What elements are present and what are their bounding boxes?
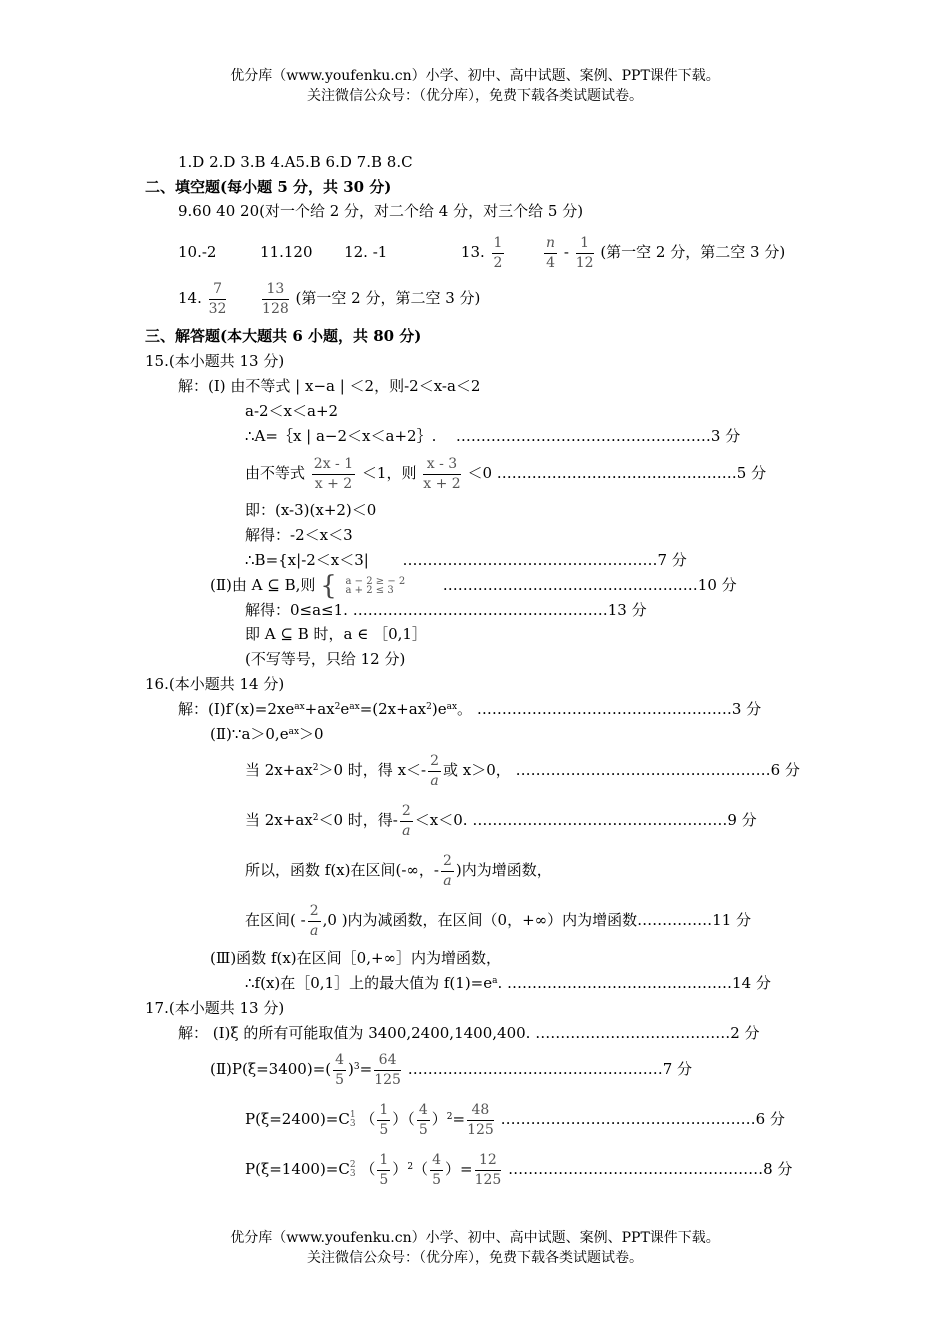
footer-line-2: 关注微信公众号：（优分库），免费下载各类试题试卷。 [307,1250,643,1266]
fraction-q15b: $\frac{x - 3}{x + 2}$ [423,455,461,492]
q15-step4-points: …………………………………………5 分 [496,464,767,482]
fraction-4-5: $\frac{4}{5}$ [335,1051,345,1088]
section2-title: 二、填空题(每小题 5 分，共 30 分) [145,178,392,196]
q16-step8: ∴f(x)在［0,1］上的最大值为 $f(1)=e^a$. ………………………………………14 分 [245,974,771,992]
q14-note: (第一空 2 分，第二空 3 分) [295,289,481,307]
q15-step2: a-2＜x＜a+2 [245,402,339,420]
q16-step4-points: ……………………………………………9 分 [472,811,757,829]
q17-step2-points: ……………………………………………7 分 [407,1060,693,1078]
q10-13-row: 10.-2 11.120 12. -1 13. $\frac{1}{2}$ $\frac{n}{4}$ - $\frac{1}{12}$ (第一空 2 分，第二空 3 分) [178,234,786,271]
q15-step4: 由不等式 $\frac{2x - 1}{x + 2}$ ＜1，则 $\frac{x - 3}{x + 2}$ ＜0 …………………………………………5 分 [245,455,767,492]
q16-step1: 解：$(Ⅰ)f'(x)=2xe^{ax}+ax^2e^{ax}=(2x+ax^2)e^{ax}$。 ……………………………………………3 分 [178,700,762,718]
fraction-4-5: $\frac{4}{5}$ [418,1101,428,1138]
q15-step10: 即 A ⊆ B 时，a ∈ ［0,1］ [245,625,427,643]
fraction-2-over-a: $\frac{2}{a}$ [430,752,440,789]
q16-step1-points: ……………………………………………3 分 [476,700,762,718]
q10-answer: 10.-2 [178,243,217,261]
q16-step7: (Ⅲ)函数 f(x)在区间［0,+∞］内为增函数， [210,949,502,967]
q17-heading: 17.(本小题共 13 分) [145,999,285,1017]
q15-step3-points: ……………………………………………3 分 [455,427,741,445]
q11-answer: 11.120 [260,243,313,261]
fraction-2-over-a: $\frac{2}{a}$ [442,852,452,889]
q13-label: 13. [460,243,485,261]
q15-step9: 解得：0≤a≤1. ……………………………………………13 分 [245,601,647,619]
q16-step6: 在区间( - $\frac{2}{a}$ ,0 )内为减函数，在区间（0，+∞）内为增函数……………11 分 [245,902,752,939]
fraction-4-5: $\frac{4}{5}$ [432,1151,441,1188]
section3-title: 三、解答题(本大题共 6 小题，共 80 分) [145,327,422,345]
q17-step3-points: ……………………………………………6 分 [500,1110,785,1128]
q13-note: (第一空 2 分，第二空 3 分) [600,243,786,261]
q15-step8-points: ……………………………………………10 分 [442,576,737,594]
fraction-q15a: $\frac{2x - 1}{x + 2}$ [313,455,354,492]
q17-step2: (Ⅱ)P(ξ=3400)=( $\frac{4}{5}$ )$^3$= $\frac{64}{125}$ ……………………………………………7 分 [210,1051,693,1088]
fraction-64-125: $\frac{64}{125}$ [374,1051,401,1088]
q12-answer: 12. -1 [344,243,388,261]
inequality-system: a − 2 ≥ − 2 a + 2 ≤ 3 [345,576,406,596]
q14-row [178,276,480,320]
q14-label: 14. [178,289,202,307]
q15-step6: 解得：-2＜x＜3 [245,526,353,544]
fraction-2-over-a: $\frac{2}{a}$ [309,902,319,939]
q15-step8: (Ⅱ)由 A ⊆ B,则 { a − 2 ≥ − 2 a + 2 ≤ 3 ……………………………………………10 分 [210,571,737,601]
footer-line-1: 优分库（www.youfenku.cn）小学、初中、高中试题、案例、PPT课件下载。 [230,1230,720,1246]
fraction-1-5: $\frac{1}{5}$ [379,1101,389,1138]
q9-answer: 9.60 40 20(对一个给 2 分，对二个给 4 分，对三个给 5 分) [178,202,584,220]
q17-step4: P(ξ=1400)=C 2 3 （ $\frac{1}{5}$ ）$^2$（ $\frac{4}{5}$ ）= $\frac{12}{125}$ ……………………………………………8 分 [245,1151,793,1188]
q15-heading: 15.(本小题共 13 分) [145,352,285,370]
q17-step1-points: …………………………………2 分 [535,1024,760,1042]
q17-step4-points: ……………………………………………8 分 [508,1160,793,1178]
header-line-2: 关注微信公众号：（优分库），免费下载各类试题试卷。 [307,88,643,104]
q15-step7-points: ……………………………………………7 分 [402,551,687,569]
q16-step2: $(Ⅱ)\because a>0,e^{ax}>0$ [210,725,324,743]
q16-step3: 当 $2x+ax^2>0$ 时，得 x＜- $\frac{2}{a}$ 或 x＞0， ……………………………………………6 分 [245,752,800,789]
q17-step1: 解： (Ⅰ)ξ 的所有可能取值为 3400,2400,1400,400. …………………………………2 分 [178,1024,760,1042]
q15-step1: 解：(Ⅰ) 由不等式 | x−a | ＜2，则-2＜x-a＜2 [178,377,481,395]
q16-heading: 16.(本小题共 14 分) [145,675,285,693]
header-line-1: 优分库（www.youfenku.cn）小学、初中、高中试题、案例、PPT课件下载。 [230,68,720,84]
fraction-q14a: $\frac{7}{32}$ [208,280,227,317]
q15-step9-points: ……………………………………………13 分 [352,601,647,619]
q15-step11: (不写等号，只给 12 分) [245,650,406,668]
q16-step4: 当 $2x+ax^2<0$ 时，得- $\frac{2}{a}$ ＜x＜0. ……………………………………………9 分 [245,802,757,839]
fraction-q14b: $\frac{13}{128}$ [262,280,289,317]
fraction-12-125: $\frac{12}{125}$ [474,1151,502,1188]
q17-step3: P(ξ=2400)=C 1 3 （ $\frac{1}{5}$ ）（ $\frac{4}{5}$ ）$^2$= $\frac{48}{125}$ ……………………………………………6 分 [245,1101,785,1138]
q16-step3-points: ……………………………………………6 分 [515,761,800,779]
fraction-q13b: $\frac{n}{4}$ [546,234,556,271]
fraction-q13a: $\frac{1}{2}$ [493,234,503,271]
fraction-q13c: $\frac{1}{12}$ [575,234,594,271]
q16-step5: 所以，函数 f(x)在区间(-∞，- $\frac{2}{a}$ )内为增函数， [245,852,552,889]
fraction-1-5: $\frac{1}{5}$ [379,1151,389,1188]
q15-step5: 即：(x-3)(x+2)＜0 [245,501,377,519]
q15-step3: ∴A=｛x | a−2＜x＜a+2｝. ……………………………………………3 分 [245,427,741,445]
q15-step7: ∴B={x|-2＜x＜3| ……………………………………………7 分 [245,551,687,569]
fraction-48-125: $\frac{48}{125}$ [467,1101,494,1138]
fraction-2-over-a: $\frac{2}{a}$ [401,802,411,839]
mc-answers: 1.D 2.D 3.B 4.A5.B 6.D 7.B 8.C [178,153,413,171]
q16-step8-points: . ………………………………………14 分 [497,974,771,992]
system-brace: { [320,571,337,601]
